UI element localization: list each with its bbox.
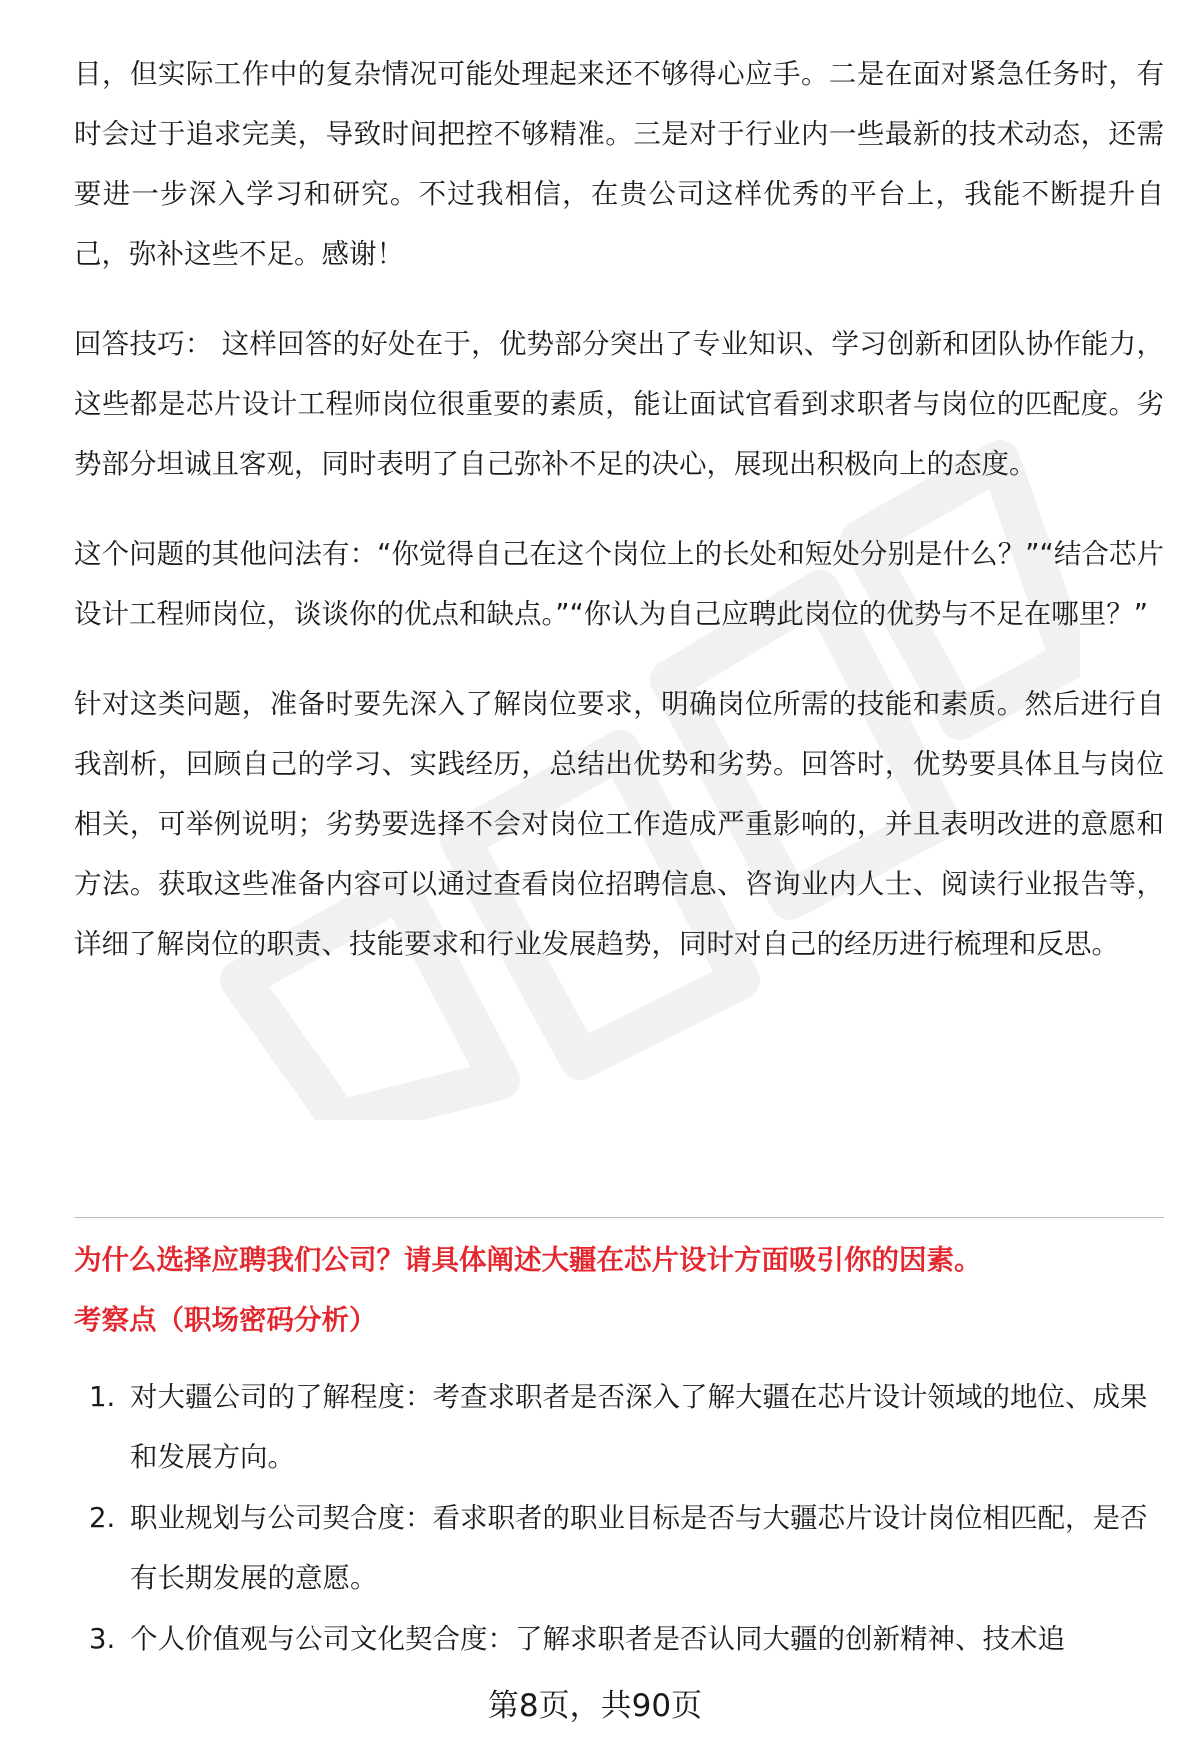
paragraph-answer-tips: 回答技巧： 这样回答的好处在于，优势部分突出了专业知识、学习创新和团队协作能力，这些都是芯片设计工程师岗位很重要的素质，能让面试官看到求职者与岗位的匹配度。劣势部分坦诚且客观，同时表明了自己弥补不足的决心，展现出积极向上的态度。 <box>74 328 1164 480</box>
interview-question-heading: 为什么选择应聘我们公司？请具体阐述大疆在芯片设计方面吸引你的因素。 <box>74 1244 982 1276</box>
paragraph-weakness-answer: 目，但实际工作中的复杂情况可能处理起来还不够得心应手。二是在面对紧急任务时，有时会过于追求完美，导致时间把控不够精准。三是对于行业内一些最新的技术动态，还需要进一步深入学习和研究。不过我相信，在贵公司这样优秀的平台上，我能不断提升自己，弥补这些不足。感谢！ <box>74 58 1164 270</box>
list-item <box>74 1609 1164 1669</box>
list-item <box>74 1367 1164 1487</box>
list-item-text: 职业规划与公司契合度：看求职者的职业目标是否与大疆芯片设计岗位相匹配，是否有长期发展的意愿。 <box>130 1502 1148 1594</box>
list-item-text: 对大疆公司的了解程度：考查求职者是否深入了解大疆在芯片设计领域的地位、成果和发展方向。 <box>130 1381 1148 1473</box>
list-item-number: 1. <box>89 1381 116 1413</box>
list-item-text: 个人价值观与公司文化契合度：了解求职者是否认同大疆的创新精神、技术追 <box>130 1623 1065 1655</box>
list-item <box>74 1488 1164 1608</box>
paragraph-preparation-advice: 针对这类问题，准备时要先深入了解岗位要求，明确岗位所需的技能和素质。然后进行自我剖析，回顾自己的学习、实践经历，总结出优势和劣势。回答时，优势要具体且与岗位相关，可举例说明；劣势要选择不会对岗位工作造成严重影响的，并且表明改进的意愿和方法。获取这些准备内容可以通过查看岗位招聘信息、咨询业内人士、阅读行业报告等，详细了解岗位的职责、技能要求和行业发展趋势，同时对自己的经历进行梳理和反思。 <box>74 688 1164 960</box>
body-text <box>74 44 1164 974</box>
list-item-number: 3. <box>89 1623 116 1655</box>
assessment-points-list <box>74 1367 1164 1670</box>
page-number: 第8页，共90页 <box>487 1688 703 1724</box>
assessment-points-heading: 考察点（职场密码分析） <box>74 1304 377 1336</box>
paragraph-alternate-questions: 这个问题的其他问法有：“你觉得自己在这个岗位上的长处和短处分别是什么？”“结合芯片设计工程师岗位，谈谈你的优点和缺点。”“你认为自己应聘此岗位的优势与不足在哪里？” <box>74 538 1164 630</box>
section-divider <box>74 1217 1164 1218</box>
list-item-number: 2. <box>89 1502 116 1534</box>
